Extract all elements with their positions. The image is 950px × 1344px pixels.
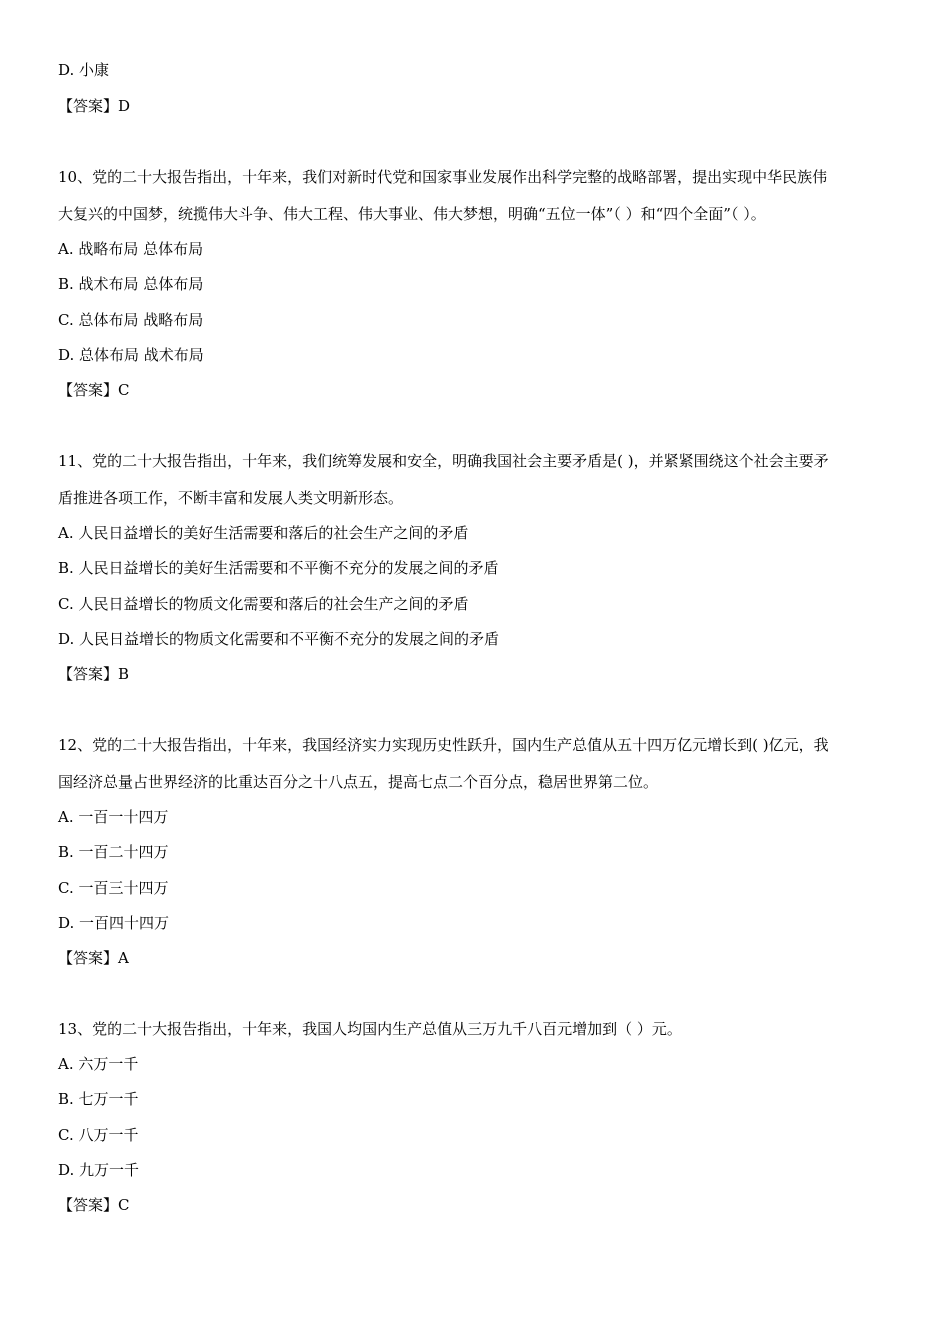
- question-13-option-c: C. 八万一千: [58, 1126, 139, 1144]
- question-11-stem-line1: 11、党的二十大报告指出，十年来，我们统筹发展和安全，明确我国社会主要矛盾是( )，并紧紧围绕这个社会主要矛: [58, 452, 829, 470]
- question-10-option-c: C. 总体布局 战略布局: [58, 311, 204, 329]
- question-13-option-a: A. 六万一千: [58, 1055, 139, 1073]
- question-10-option-a: A. 战略布局 总体布局: [58, 240, 204, 258]
- answer-line: 【答案】D: [58, 97, 131, 115]
- question-11-answer: 【答案】B: [58, 665, 130, 683]
- question-13-option-d: D. 九万一千: [58, 1161, 140, 1179]
- question-13-option-b: B. 七万一千: [58, 1090, 139, 1108]
- question-11-option-d: D. 人民日益增长的物质文化需要和不平衡不充分的发展之间的矛盾: [58, 630, 500, 648]
- question-12-option-b: B. 一百二十四万: [58, 843, 169, 861]
- question-10-stem-line1: 10、党的二十大报告指出，十年来，我们对新时代党和国家事业发展作出科学完整的战略部署，提出实现中华民族伟: [58, 168, 828, 186]
- question-10-answer: 【答案】C: [58, 381, 130, 399]
- question-13-answer: 【答案】C: [58, 1196, 130, 1214]
- question-12-option-c: C. 一百三十四万: [58, 879, 169, 897]
- question-10-option-d: D. 总体布局 战术布局: [58, 346, 204, 364]
- question-11-option-c: C. 人民日益增长的物质文化需要和落后的社会生产之间的矛盾: [58, 595, 469, 613]
- question-12-option-a: A. 一百一十四万: [58, 808, 169, 826]
- question-12-answer: 【答案】A: [58, 949, 129, 967]
- option-d: D. 小康: [58, 61, 110, 79]
- question-10-option-b: B. 战术布局 总体布局: [58, 275, 204, 293]
- question-12-stem-line1: 12、党的二十大报告指出，十年来，我国经济实力实现历史性跃升，国内生产总值从五十四万亿元增长到( )亿元，我: [58, 736, 829, 754]
- question-11-option-b: B. 人民日益增长的美好生活需要和不平衡不充分的发展之间的矛盾: [58, 559, 499, 577]
- question-13-stem-line1: 13、党的二十大报告指出，十年来，我国人均国内生产总值从三万九千八百元增加到（ ）元。: [58, 1020, 682, 1038]
- question-10-stem-line2: 大复兴的中国梦，统揽伟大斗争、伟大工程、伟大事业、伟大梦想，明确“五位一体”（ ）和“四个全面”（ ）。: [58, 205, 766, 223]
- question-11-option-a: A. 人民日益增长的美好生活需要和落后的社会生产之间的矛盾: [58, 524, 469, 542]
- question-12-stem-line2: 国经济总量占世界经济的比重达百分之十八点五，提高七点二个百分点，稳居世界第二位。: [58, 773, 659, 791]
- question-11-stem-line2: 盾推进各项工作，不断丰富和发展人类文明新形态。: [58, 489, 404, 507]
- question-12-option-d: D. 一百四十四万: [58, 914, 170, 932]
